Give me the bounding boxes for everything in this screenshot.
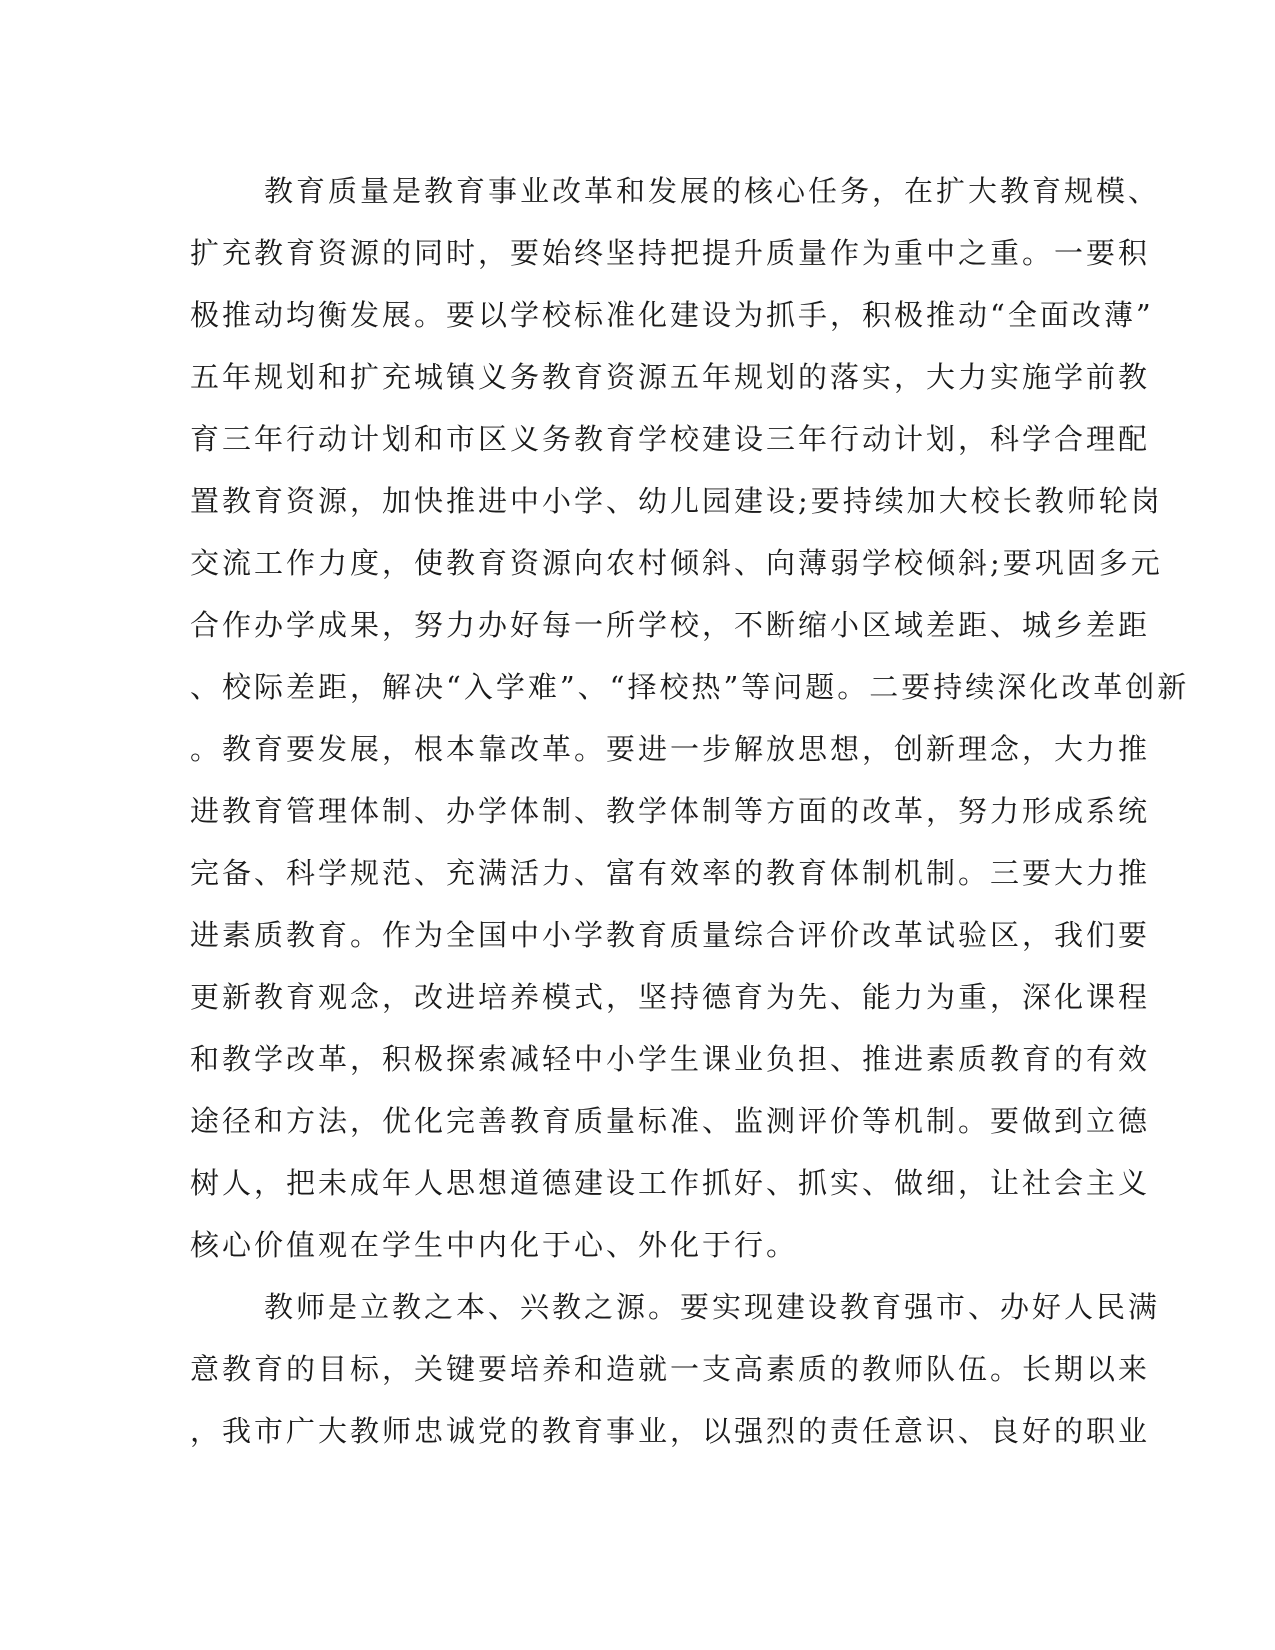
text-line: 进教育管理体制、办学体制、教学体制等方面的改革，努力形成系统 — [190, 794, 1151, 828]
text-line: 途径和方法，优化完善教育质量标准、监测评价等机制。要做到立德 — [190, 1104, 1151, 1138]
text-line: 完备、科学规范、充满活力、富有效率的教育体制机制。三要大力推 — [190, 856, 1151, 890]
text-line: 核心价值观在学生中内化于心、外化于行。 — [190, 1228, 799, 1262]
paragraph-2 — [190, 1276, 1161, 1462]
text-line: 置教育资源，加快推进中小学、幼儿园建设;要持续加大校长教师轮岗 — [190, 484, 1163, 518]
text-line: 育三年行动计划和市区义务教育学校建设三年行动计划，科学合理配 — [190, 422, 1151, 456]
text-line: 树人，把未成年人思想道德建设工作抓好、抓实、做细，让社会主义 — [190, 1166, 1151, 1200]
text-line: 极推动均衡发展。要以学校标准化建设为抓手，积极推动“全面改薄” — [190, 298, 1154, 332]
text-line: 五年规划和扩充城镇义务教育资源五年规划的落实，大力实施学前教 — [190, 360, 1151, 394]
text-line: 。教育要发展，根本靠改革。要进一步解放思想，创新理念，大力推 — [190, 732, 1151, 766]
text-line: 和教学改革，积极探索减轻中小学生课业负担、推进素质教育的有效 — [190, 1042, 1151, 1076]
text-line: 合作办学成果，努力办好每一所学校，不断缩小区域差距、城乡差距 — [190, 608, 1151, 642]
paragraph-1 — [190, 160, 1190, 1276]
text-line: 扩充教育资源的同时，要始终坚持把提升质量作为重中之重。一要积 — [190, 236, 1151, 270]
text-line: 教师是立教之本、兴教之源。要实现建设教育强市、办好人民满 — [264, 1290, 1161, 1324]
text-line: ，我市广大教师忠诚党的教育事业，以强烈的责任意识、良好的职业 — [190, 1414, 1151, 1448]
text-line: 更新教育观念，改进培养模式，坚持德育为先、能力为重，深化课程 — [190, 980, 1151, 1014]
text-line: 交流工作力度，使教育资源向农村倾斜、向薄弱学校倾斜;要巩固多元 — [190, 546, 1163, 580]
text-line: 意教育的目标，关键要培养和造就一支高素质的教师队伍。长期以来 — [190, 1352, 1151, 1386]
text-line: 进素质教育。作为全国中小学教育质量综合评价改革试验区，我们要 — [190, 918, 1151, 952]
text-line: 教育质量是教育事业改革和发展的核心任务，在扩大教育规模、 — [264, 174, 1161, 208]
document-body — [190, 160, 1190, 1462]
text-line: 、校际差距，解决“入学难”、“择校热”等问题。二要持续深化改革创新 — [190, 670, 1190, 704]
